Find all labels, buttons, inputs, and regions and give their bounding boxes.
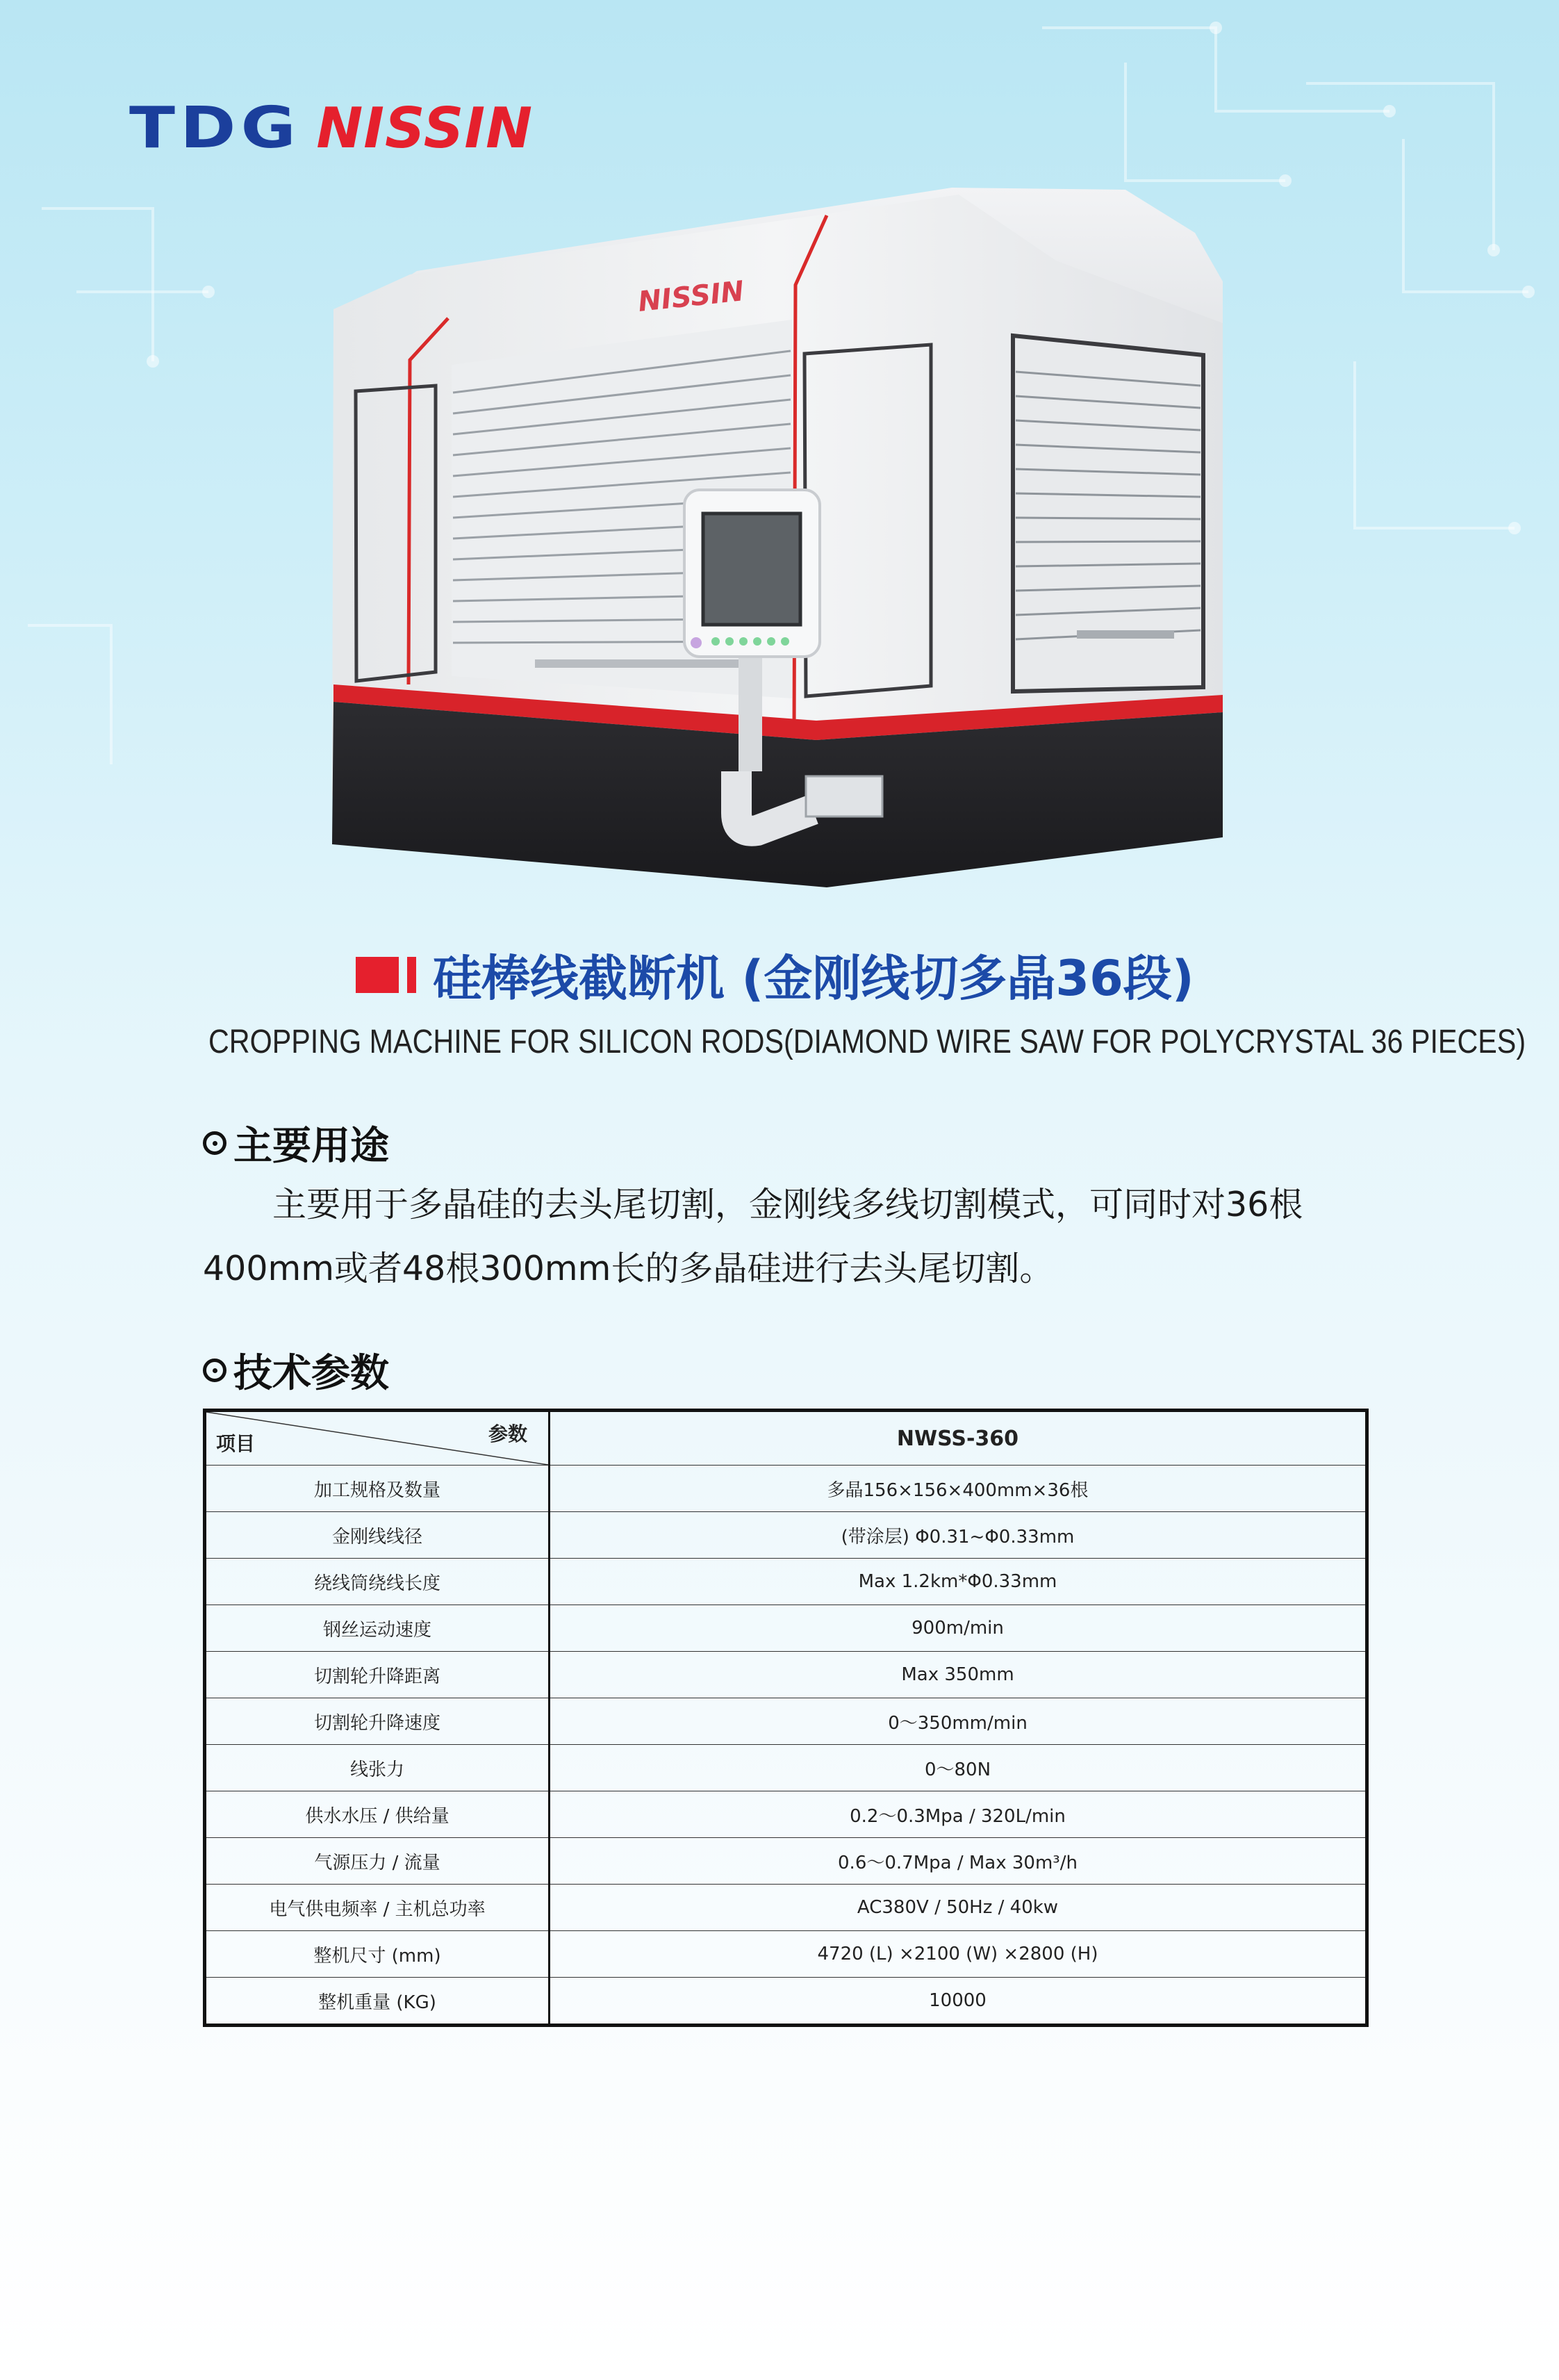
spec-label: 金刚线线径 bbox=[205, 1512, 550, 1559]
spec-label: 供水水压 / 供给量 bbox=[205, 1791, 550, 1838]
usage-line-2: 400mm或者48根300mm长的多晶硅进行去头尾切割。 bbox=[203, 1249, 1054, 1288]
brand-logos bbox=[129, 97, 533, 160]
spec-row bbox=[205, 1559, 1367, 1605]
header-model: NWSS-360 bbox=[550, 1411, 1367, 1466]
target-bullet-icon bbox=[203, 1359, 226, 1382]
spec-label: 绕线筒绕线长度 bbox=[205, 1559, 550, 1605]
spec-value: (带涂层) Φ0.31~Φ0.33mm bbox=[550, 1512, 1367, 1559]
spec-value: 0.6～0.7Mpa / Max 30m³/h bbox=[550, 1838, 1367, 1885]
title-red-bar bbox=[407, 957, 416, 993]
spec-value: Max 350mm bbox=[550, 1652, 1367, 1698]
header-param-label: 参数 bbox=[488, 1422, 527, 1445]
machine-brand-badge: NISSIN bbox=[636, 275, 746, 318]
tdg-logo: TDG bbox=[129, 95, 301, 161]
spec-label: 钢丝运动速度 bbox=[205, 1605, 550, 1652]
machine-illustration bbox=[327, 184, 1237, 893]
nissin-logo: NISSIN bbox=[316, 96, 534, 161]
spec-label: 线张力 bbox=[205, 1745, 550, 1791]
spec-row bbox=[205, 1838, 1367, 1885]
spec-row bbox=[205, 1698, 1367, 1745]
spec-value: 0～350mm/min bbox=[550, 1698, 1367, 1745]
usage-heading bbox=[203, 1115, 389, 1171]
spec-value: 多晶156×156×400mm×36根 bbox=[550, 1466, 1367, 1512]
usage-heading-label: 主要用途 bbox=[233, 1124, 389, 1169]
title-chinese: 硅棒线截断机 (金刚线切多晶36段) bbox=[433, 950, 1194, 1007]
title-english: CROPPING MACHINE FOR SILICON RODS(DIAMOND WIRE SAW FOR POLYCRYSTAL 36 PIECES) bbox=[208, 1024, 1526, 1060]
spec-label: 加工规格及数量 bbox=[205, 1466, 550, 1512]
spec-table-header bbox=[205, 1411, 1367, 1466]
spec-value: 0～80N bbox=[550, 1745, 1367, 1791]
spec-value: 900m/min bbox=[550, 1605, 1367, 1652]
header-item-label: 项目 bbox=[216, 1432, 256, 1455]
target-bullet-icon bbox=[203, 1131, 226, 1155]
spec-row bbox=[205, 1978, 1367, 2026]
spec-value: AC380V / 50Hz / 40kw bbox=[550, 1885, 1367, 1931]
spec-row bbox=[205, 1745, 1367, 1791]
spec-value: 10000 bbox=[550, 1978, 1367, 2026]
spec-table bbox=[203, 1409, 1369, 2027]
spec-label: 切割轮升降速度 bbox=[205, 1698, 550, 1745]
product-title bbox=[356, 942, 1194, 1008]
specs-heading-label: 技术参数 bbox=[233, 1351, 389, 1396]
spec-value: 0.2～0.3Mpa / 320L/min bbox=[550, 1791, 1367, 1838]
spec-label: 切割轮升降距离 bbox=[205, 1652, 550, 1698]
spec-row bbox=[205, 1791, 1367, 1838]
spec-row bbox=[205, 1885, 1367, 1931]
title-red-square bbox=[356, 957, 399, 993]
spec-value: Max 1.2km*Φ0.33mm bbox=[550, 1559, 1367, 1605]
header-corner-cell bbox=[205, 1411, 550, 1466]
spec-row bbox=[205, 1652, 1367, 1698]
spec-label: 气源压力 / 流量 bbox=[205, 1838, 550, 1885]
spec-label: 整机重量 (KG) bbox=[205, 1978, 550, 2026]
usage-description bbox=[203, 1173, 1398, 1301]
usage-line-1: 主要用于多晶硅的去头尾切割，金刚线多线切割模式，可同时对36根 bbox=[272, 1185, 1303, 1224]
spec-row bbox=[205, 1931, 1367, 1978]
spec-row bbox=[205, 1512, 1367, 1559]
spec-row bbox=[205, 1466, 1367, 1512]
spec-label: 整机尺寸 (mm) bbox=[205, 1931, 550, 1978]
spec-row bbox=[205, 1605, 1367, 1652]
spec-value: 4720 (L) ×2100 (W) ×2800 (H) bbox=[550, 1931, 1367, 1978]
specs-heading bbox=[203, 1343, 389, 1398]
spec-label: 电气供电频率 / 主机总功率 bbox=[205, 1885, 550, 1931]
